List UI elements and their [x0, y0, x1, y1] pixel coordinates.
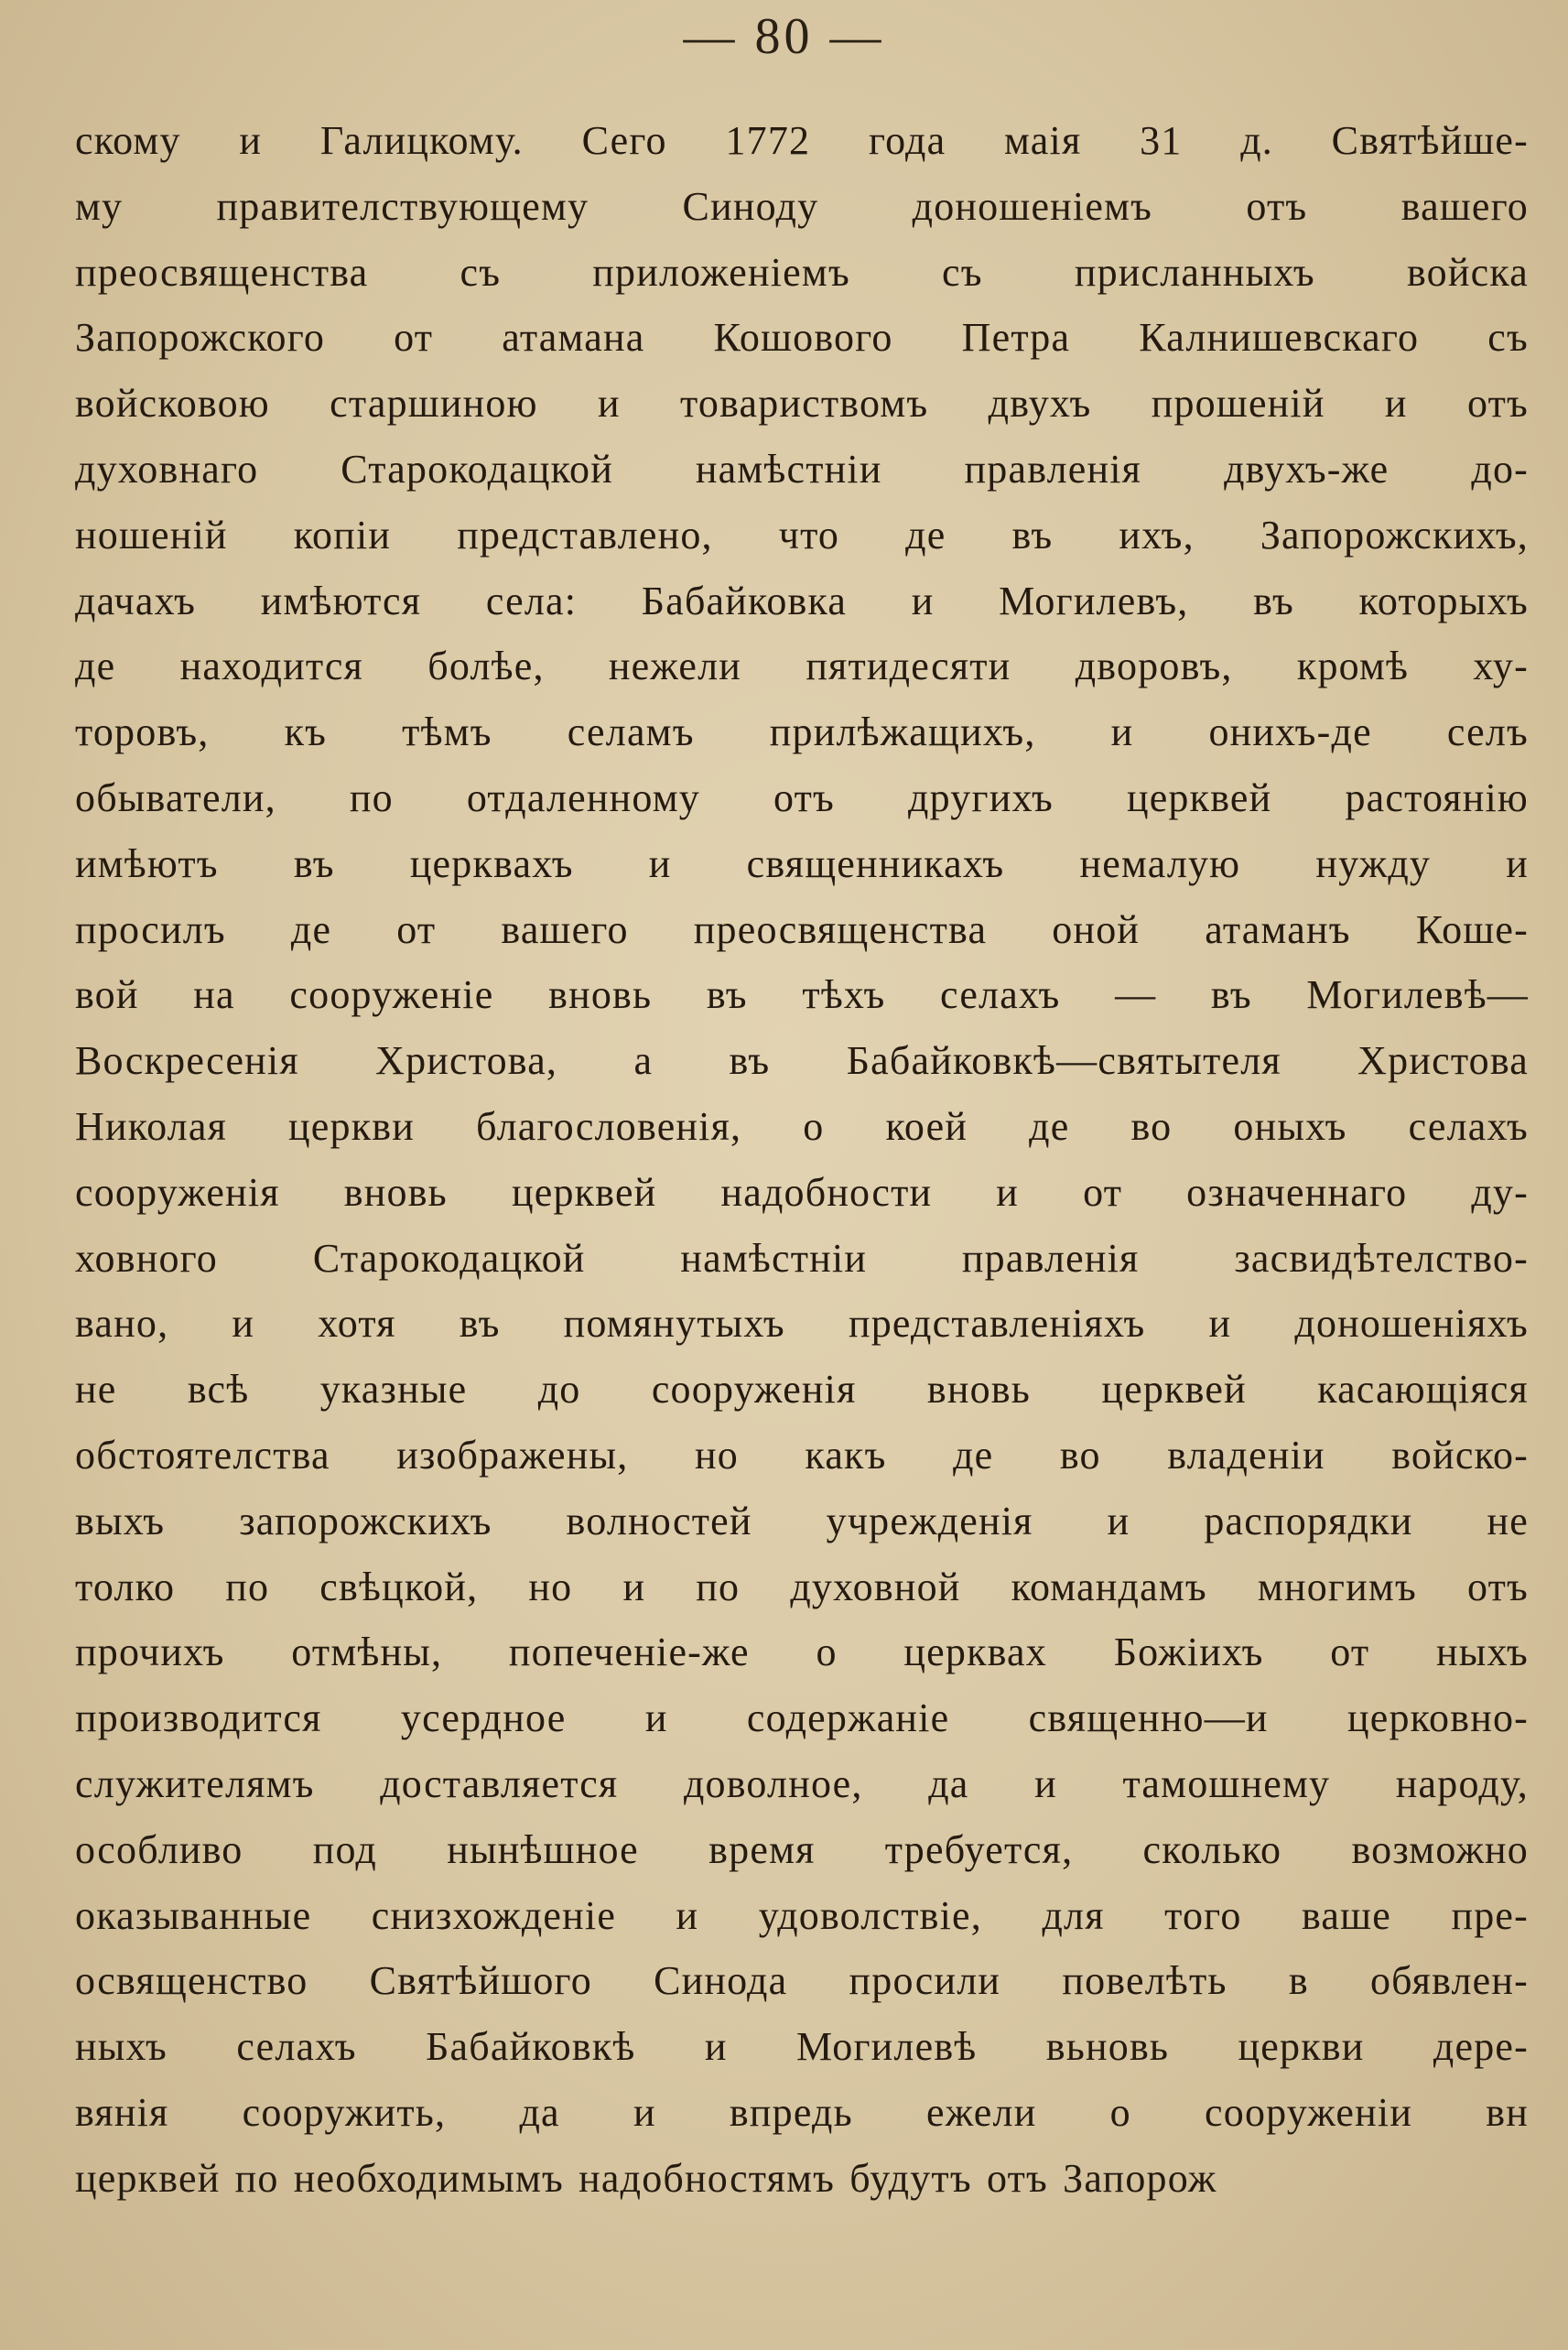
text-line: духовнаго Старокодацкой намѣстніи правленія двухъ-же до- [75, 446, 1529, 492]
text-line: оказыванные снизхожденіе и удоволствіе, для того ваше пре- [75, 1892, 1529, 1938]
text-line: преосвященства съ приложеніемъ съ присланныхъ войска [75, 249, 1529, 295]
body-text [75, 108, 1529, 2212]
text-line: вой на сооруженіе вновь въ тѣхъ селахъ — въ Могилевѣ— [75, 972, 1529, 1018]
text-line: Николая церкви благословенія, о коей де во оныхъ селахъ [75, 1103, 1529, 1149]
text-line: де находится болѣе, нежели пятидесяти дворовъ, кромѣ ху- [75, 644, 1529, 689]
text-line: толко по свѣцкой, но и по духовной командамъ многимъ отъ [75, 1564, 1529, 1609]
text-line: му правителствующему Синоду доношеніемъ отъ вашего [75, 183, 1529, 229]
text-line: ношеній копіи представлено, что де въ ихъ, Запорожскихъ, [75, 512, 1529, 558]
text-line: обстоятелства изображены, но какъ де во владеніи войско- [75, 1432, 1529, 1478]
text-line: торовъ, къ тѣмъ селамъ прилѣжащихъ, и онихъ-де селъ [75, 709, 1529, 755]
text-line: просилъ де от вашего преосвященства оной атаманъ Коше- [75, 906, 1529, 952]
text-line: служителямъ доставляется доволное, да и тамошнему народу, [75, 1760, 1529, 1806]
text-line: обыватели, по отдаленному отъ другихъ церквей растоянію [75, 774, 1529, 820]
text-line: ховного Старокодацкой намѣстніи правленія засвидѣтелство- [75, 1235, 1529, 1281]
text-line: вано, и хотя въ помянутыхъ представленіяхъ и доношеніяхъ [75, 1301, 1529, 1347]
text-line: вянія сооружить, да и впредь ежели о сооруженіи вн [75, 2089, 1529, 2135]
text-line: Запорожского от атамана Кошового Петра Калнишевскаго съ [75, 315, 1529, 361]
text-line: прочихъ отмѣны, попеченіе-же о церквах Божіихъ от ныхъ [75, 1630, 1529, 1675]
text-line: сооруженія вновь церквей надобности и от означеннаго ду- [75, 1169, 1529, 1215]
text-line: особливо под нынѣшное время требуется, сколько возможно [75, 1826, 1529, 1872]
text-line: не всѣ указные до сооруженія вновь церквей касающіяся [75, 1367, 1529, 1413]
text-line: скому и Галицкому. Сего 1772 года маія 31 д. Святѣйше- [75, 118, 1529, 163]
text-line: Воскресенія Христова, а въ Бабайковкѣ—святытеля Христова [75, 1038, 1529, 1084]
text-line: ныхъ селахъ Бабайковкѣ и Могилевѣ вьновь церкви дере- [75, 2024, 1529, 2070]
text-line: имѣютъ въ церквахъ и священникахъ немалую нужду и [75, 840, 1529, 886]
text-line: войсковою старшиною и товариствомъ двухъ прошеній и отъ [75, 381, 1529, 427]
text-line: выхъ запорожскихъ волностей учрежденія и распорядки не [75, 1498, 1529, 1543]
text-line: церквей по необходимымъ надобностямъ будутъ отъ Запорож [75, 2155, 1217, 2201]
text-line: дачахъ имѣются села: Бабайковка и Могилевъ, въ которыхъ [75, 578, 1529, 623]
text-line: освященство Святѣйшого Синода просили повелѣть в обявлен- [75, 1958, 1529, 2004]
page-number: — 80 — [683, 8, 885, 65]
text-line: производится усердное и содержаніе священно—и церковно- [75, 1695, 1529, 1741]
